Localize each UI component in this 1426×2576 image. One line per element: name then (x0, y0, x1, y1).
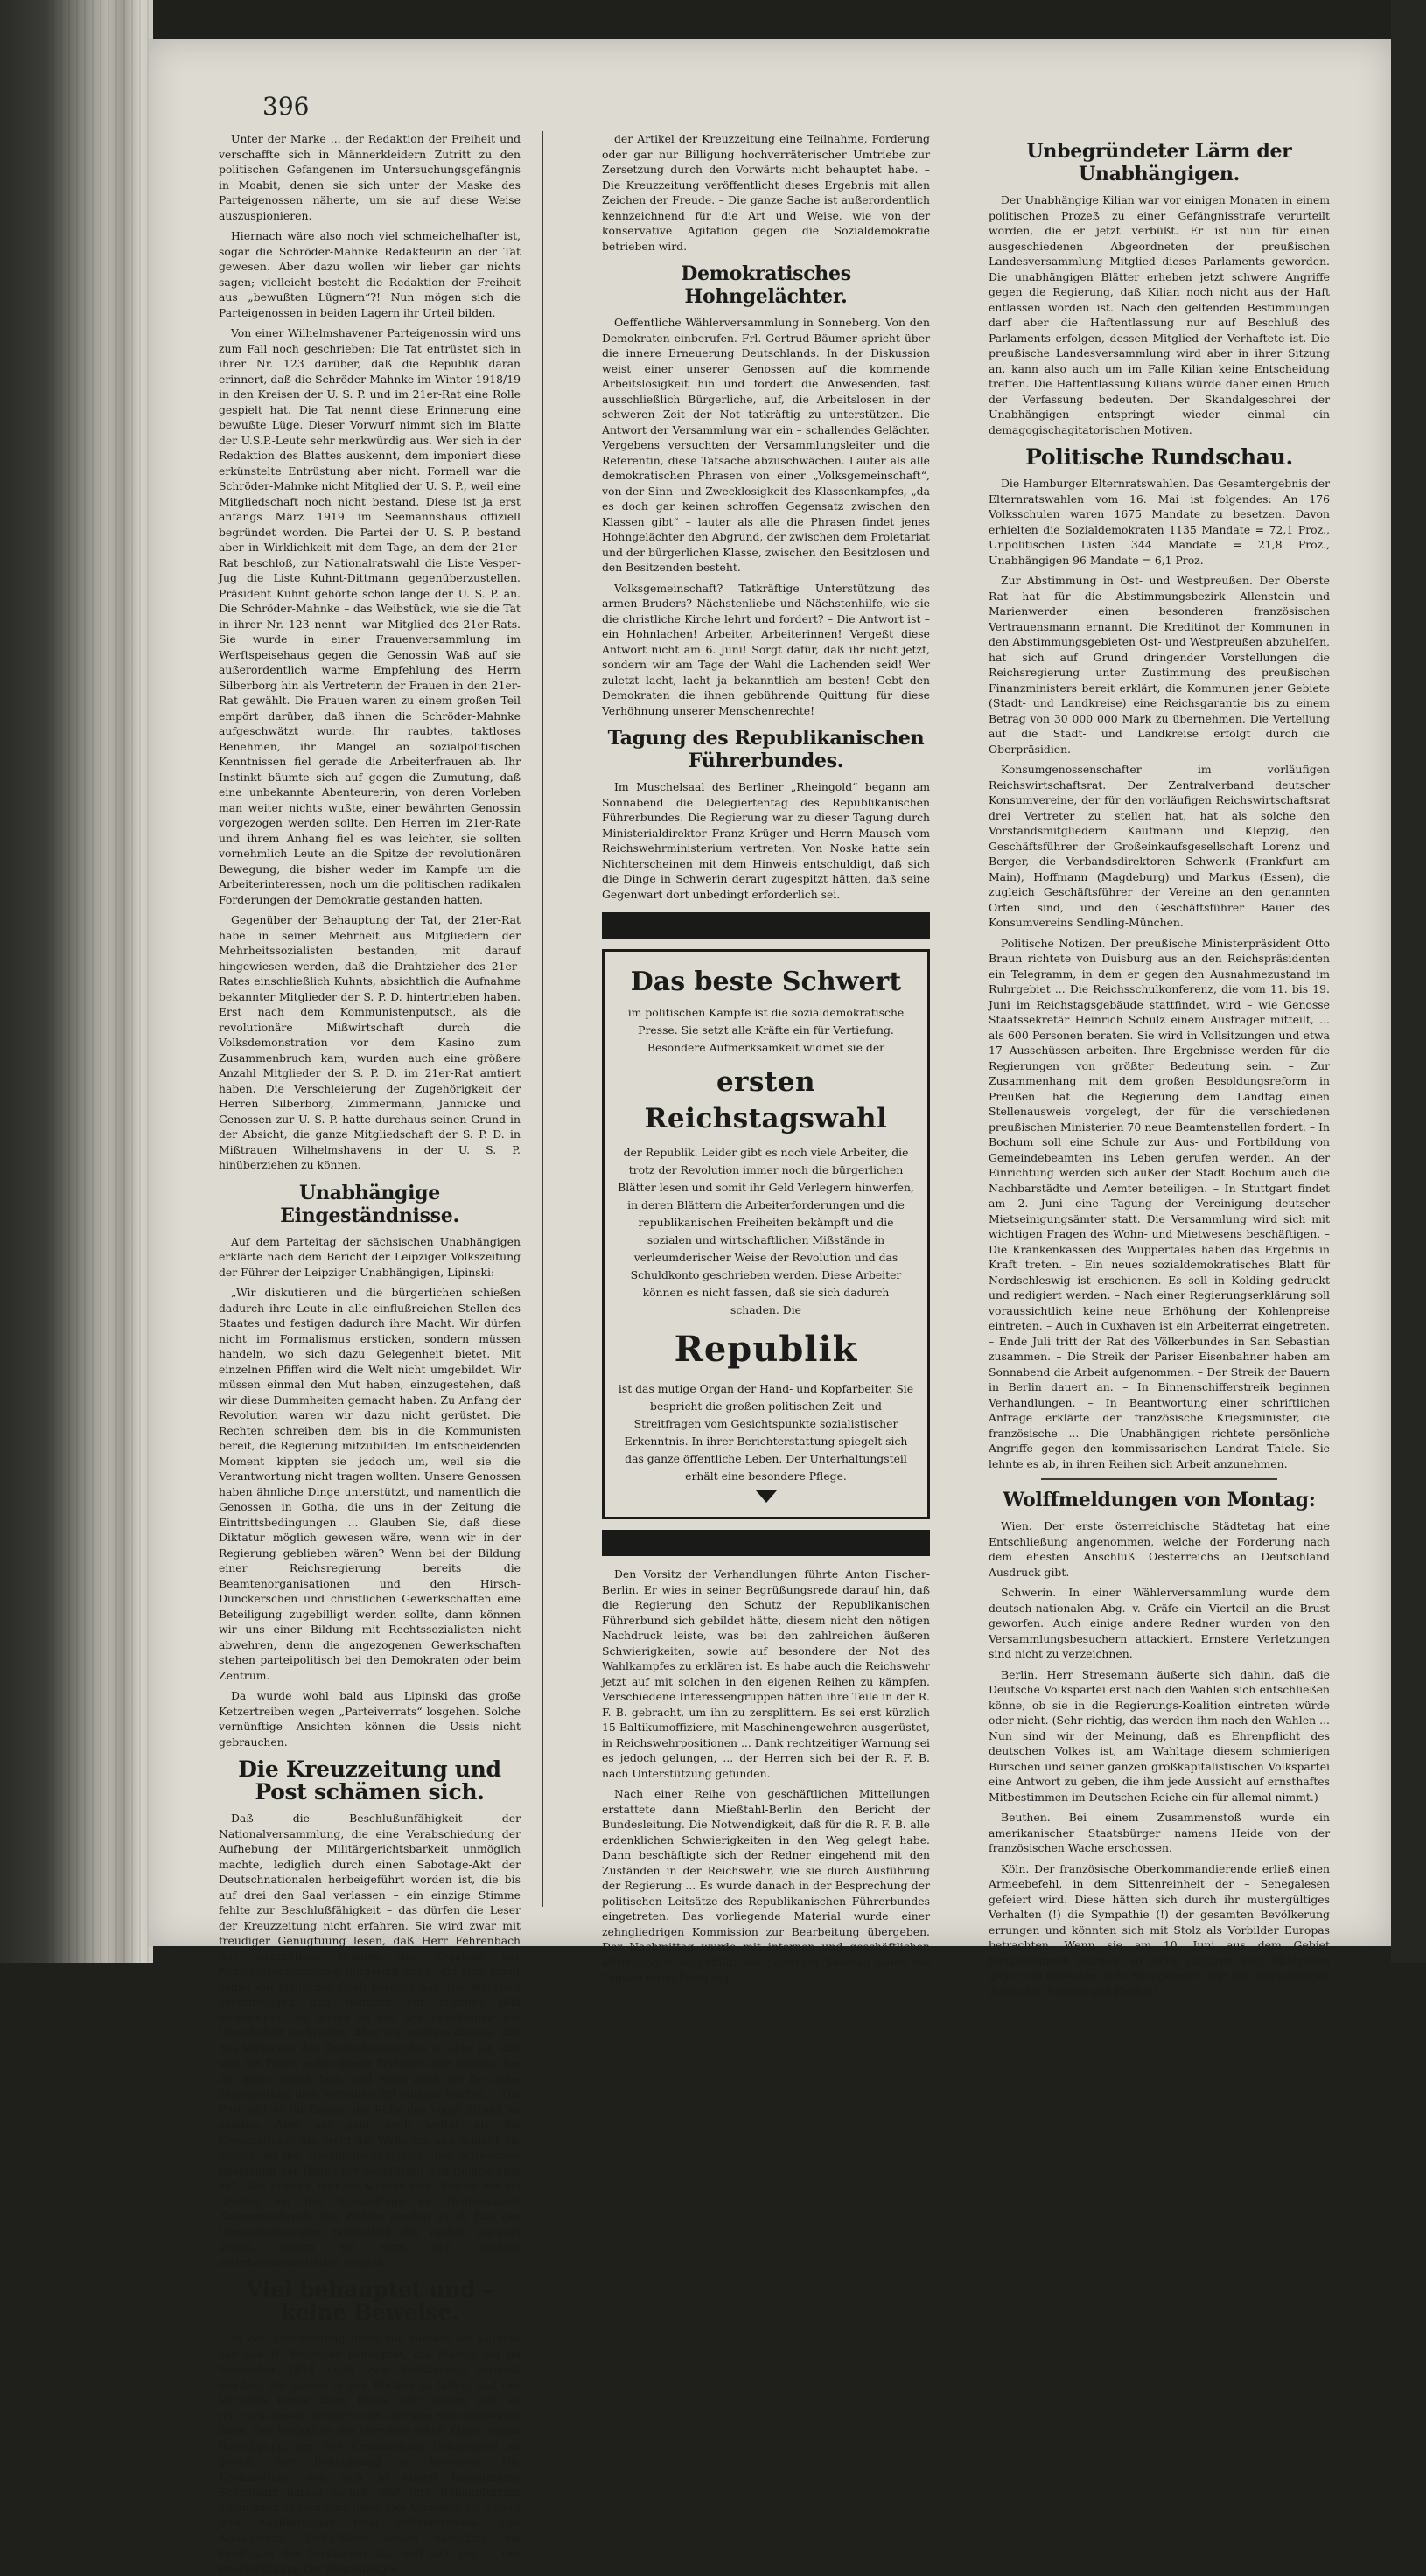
section-divider (1041, 1478, 1277, 1480)
headline-behauptet: Viel behauptet und – keine Beweise. (246, 2277, 493, 2325)
article-paragraph: Nach einer Reihe von geschäftlichen Mitteilungen erstattete dann Mießtahl-Berlin den Bericht der Bundesleitung. Die Notwendigkeit, daß für die R. F. B. alle erdenklichen Schwierigkeiten in den Weg gelegt habe. Dann beschäftigte sich der Redner eingehend mit den Zuständen in der Reichswehr, wie sie durch Ausführung der Regierung ... Es wurde danach in der Besprechung der politischen Leitsätze des Republikanischen Führerbundes eingetreten. Das vorliegende Material wurde einer zehngliedrigen Kommission zur Bearbeitung übergeben. Der Nachmittag wurde mit internen und geschäftlichen Mitteilungen ausgefüllt. Am gestrigen Sonntag nahm die Tagung ihren Fortgang. (602, 1787, 930, 1984)
headline-laerm: Unbegründeter Lärm der Unabhängigen. (1026, 140, 1292, 185)
article-paragraph: Hiernach wäre also noch viel schmeichelhafter ist, sogar die Schröder-Mahnke Redakteurin an der Tat gewesen. Aber dazu wollen wir lieber gar nichts sagen; vielleicht besteht die Redaktion der Freiheit aus „bewußten Lügnern“?! Nun mögen sich die Parteigenossen in beiden Lagern ihr Urteil bilden. (219, 229, 521, 319)
page-number: 396 (262, 92, 310, 121)
article-paragraph: Konsumgenossenschafter im vorläufigen Reichswirtschaftsrat. Der Zentralverband deutscher Konsumvereine, der für den vorläufigen Reichswirtschaftsrat drei Vertreter zu stellen hat, hat als solche den Vorstandsmitgliedern Kaufmann und Klepzig, den Geschäftsführer der Großeinkaufsgesellschaft Lorenz und Berger, die Verbandsdirektoren Schwenk (Frankfurt am Main), Hoffmann (Magdeburg) und Markus (Essen), die zugleich Geschäftsführer der Vereine an den genannten Orten sind, und den Geschäftsführer Bauer des Konsumvereins Sendling-München. (989, 763, 1330, 929)
article-paragraph: Da wurde wohl bald aus Lipinski das große Ketzertreiben wegen „Parteiverrats“ losgehen. Solche vernünftige Ansichten können die Ussis nicht gebrauchen. (219, 1689, 521, 1749)
column-right (989, 131, 1330, 1998)
article-paragraph: Auf dem Parteitag der sächsischen Unabhängigen erklärte nach dem Bericht der Leipziger Volkszeitung der Führer der Leipziger Unabhängigen, Lipinski: (219, 1234, 521, 1279)
headline-tagung: Tagung des Republikanischen Führerbundes. (607, 727, 925, 772)
headline-rundschau: Politische Rundschau. (1025, 444, 1293, 470)
article-paragraph: Die Hamburger Elternratswahlen. Das Gesamtergebnis der Elternratswahlen vom 16. Mai ist folgendes: An 176 Volksschulen waren 1675 Mandate zu besetzen. Davon erhielten die Sozialdemokraten 1135 Mandate = 72,1 Proz., Unpolitischen Listen 344 Mandate = 21,8 Proz., Unabhängigen 96 Mandate = 6,1 Proz. (989, 477, 1330, 567)
advertisement-box (602, 949, 930, 1519)
scan-background (1391, 0, 1426, 1963)
book-binding-edge (0, 0, 153, 1963)
black-band (602, 1530, 930, 1556)
headline-eingestaendnisse: Unabhängige Eingeständnisse. (280, 1181, 459, 1227)
article-paragraph: Den Vorsitz der Verhandlungen führte Anton Fischer-Berlin. Er wies in seiner Begrüßungsrede darauf hin, daß die Regierung den Schutz der Republikanischen Führerbund sich gebildet hätte, diesem nicht den nötigen Nachdruck leiste, was bei den zahlreichen äußeren Schwierigkeiten, sowie auf besondere der Not des Wahlkampfes zu erklären ist. Es habe auch die Reichswehr jetzt auf mit solchen in den eigenen Reihen zu kämpfen. Verschiedene Interessengruppen hätten ihre Teile in der R. F. B. gebracht, um ihn zu zersplittern. Es sei erst kürzlich 15 Baltikumoffiziere, mit Maschinengewehren ausgerüstet, in Reichswehrpositionen ... Dank rechtzeitiger Warnung sei es jedoch gelungen, ... der Herren sich bei der R. F. B. nach Unterstützung gefunden. (602, 1567, 930, 1780)
article-paragraph: Beuthen. Bei einem Zusammenstoß wurde ein amerikanischer Staatsbürger namens Heide von der französischen Wache erschossen. (989, 1811, 1330, 1854)
article-paragraph: Berlin. Herr Stresemann äußerte sich dahin, daß die Deutsche Volkspartei erst nach den Wahlen sich entschließen könne, ob sie in die Regierungs-Koalition eintreten würde oder nicht. (Sehr richtig, das werden ihm nach den Wahlen ... Nun sind wir der Meinung, daß es Ehrenpflicht des deutschen Volkes ist, am Wahltage diesem schmierigen Burschen und seiner ganzen großkapitalistischen Volkspartei eine Antwort zu geben, die ihm jede Aussicht auf ernsthaftes Mitbestimmen im Deutschen Reiche ein für allemal nimmt.) (989, 1667, 1330, 1804)
article-paragraph: Der Unabhängige Kilian war vor einigen Monaten in einem politischen Prozeß zu einer Gefängnisstrafe verurteilt worden, die er jetzt verbüßt. Er ist nun für einen ausgeschiedenen Abgeordneten der preußischen Landesversammlung Mitglied dieses Parlaments geworden. Die unabhängigen Blätter erheben jetzt schwere Angriffe gegen die Regierung, daß Kilian noch nicht aus der Haft entlassen worden ist. Nach den geltenden Bestimmungen darf aber die Haftentlassung nur auf Beschluß des Parlaments erfolgen, dessen Mitglied der Verhaftete ist. Die preußische Landesversammlung wird aber in ihrer Sitzung an, kann also auch um im Falle Kilian keine Entscheidung treffen. Die Haftentlassung Kilians würde daher einen Bruch der Verfassung bedeuten. Der Skandalgeschrei der Unabhängigen entspringt wieder einmal ein demagogischagitatorischen Motiven. (989, 193, 1330, 436)
article-paragraph: Volksgemeinschaft? Tatkräftige Unterstützung des armen Bruders? Nächstenliebe und Nächstenhilfe, wie sie die christliche Kirche lehrt und fordert? – Die Antwort ist – ein Hohnlachen! Arbeiter, Arbeiterinnen! Vergeßt diese Antwort nicht am 6. Juni! Sorgt dafür, daß ihr nicht jetzt, sondern wir am Tage der Wahl die Lachenden seid! Wer zuletzt lacht, lacht ja bekanntlich am besten! Gebt den Demokraten die ihnen gebührende Quittung für diese Verhöhnung unserer Menschenrechte! (602, 581, 930, 717)
article-paragraph: Daß die Beschlußunfähigkeit der Nationalversammlung, die eine Verabschiedung der Aufhebung der Militärgerichtsbarkeit unmöglich machte, lediglich durch einen Sabotage-Akt der Deutschnationalen herbeigeführt worden ist, die bis auf drei den Saal verlassen – ein einzige Stimme fehlte zur Beschlußfähigkeit – das dürfen die Leser der Kreuzzeitung nicht erfahren. Sie wird zwar mit freudiger Genugtuung lesen, daß Herr Fehrenbach mit wehmütiger Stimme das Ergebnis der Nationalversammlung mitgeteilt habe, die sich damit selbst ein klägliches Grab bereitet hat. Die Wahrheit verschwiegen und dadurch ein falsches Bild hervorrufen, ist genau so viel wie unmittelbar die Unwahrheit verbreiten. Aber wir ersehen daraus, daß das Verhalten der Deutschnationalen so sehr ist, daß sich die Partei selbst dieser Parteifreunde schämt. Sie hat allen Grund dazu, und wenn auch die Deutsche Tageszeitung dem Verhalten mit einigen Worten ... Die Post hält es für fassen, die Rolle des Vogel Strauß zu spielen. Aber sie geht noch weiter als die Kreuzzeitung. Sie dreht die Waffe um und schiebt die Schuld an der Beschlußunfähigkeit „der schwachen Besetzung der Bänke der Sozialisten und Demokraten zu“. Wir erleben hier im Kleinen das Gleiche wie im Großen bei der Schuldfrage an Deutschlands Zusammenbruch. Die Wähler werden am 6. Juni der Deutschnationalen hoffentlich die rechte Antwort geben, indem sie samt und sonders mehrheitssozialistisch wählen. (219, 1812, 521, 2269)
article-paragraph: In der Kreuzzeitung hatte vor kurzem ein Kapitän zur See B. Waldeyer behauptet, die Marine sei im November 1918 nicht vom Sozialismus zersetzt worden, der Armee in den Rücken zu fallen, und der Vorwärts kenne diese Dinge sehr genau, weil er politisch diesem lichtscheuen Getriebe nahegestanden habe. Der Redaktion des Vorwärts erhob Klage wegen Beleidigung, um der Kreuzzeitung Gelegenheit zu geben, ihre Behauptung zu beweisen. Die Kreuzzeitung zog sich in einem langatmigen Schriftsatz darauf zurück, daß ihre Behauptungen einen ganz andern Sinn habe. Der Vorwärts hat darauf ihre Ausführungen total mißverstanden. Das Amtsgericht Berlin-Mitte lehnte daraufhin die Eröffnung des Verfahrens ab, weil sich die ... der Beschuldigung der Beschuldigte ... (219, 2332, 521, 2575)
article-paragraph: Köln. Der französische Oberkommandierende erließ einen Armeebefehl, in dem Sittenreinheit der – Senegalesen gefeiert wird. Diese hätten sich durch ihr mustergültiges Verhalten (!) die Sympathie (!) der gesamten Bevölkerung errungen und könnten sich mit Stolz als Vorbilder Europas betrachten. Wenn sie am 10. Juni aus dem Gebiet fortgenommen würden, so sollte dadurch kein Mißtrauen gegen sie bedeuten. (Die Senegalesen sind die Vergewaltiger deutscher Frauen und Kinder.) (989, 1861, 1330, 1998)
triangle-marker-icon (756, 1490, 777, 1503)
article-paragraph: Von einer Wilhelmshavener Parteigenossin wird uns zum Fall noch geschrieben: Die Tat entrüstet sich in ihrer Nr. 123 darüber, daß die Republik daran erinnert, daß die Schröder-Mahnke im Winter 1918/19 in den Kreisen der U. S. P. und im 21er-Rat eine Rolle gespielt hat. Die Tat nennt diese Erinnerung eine bewußte Lüge. Dieser Vorwurf nimmt sich im Blatte der U.S.P.-Leute sehr merkwürdig aus. Wer sich in der Redaktion des Blattes auskennt, dem imponiert diese erkünstelte Entrüstung aber nicht. Formell war die Schröder-Mahnke nicht Mitglied der U. S. P., weil eine Mitgliedschaft noch nicht bestand. Diese ist ja erst anfangs März 1919 im Seemannshaus offiziell begründet worden. Die Partei der U. S. P. bestand aber in Wirklichkeit mit dem Tage, an dem der 21er-Rat beschloß, zur Nationalratswahl die Liste Vesper-Jug die Liste Kuhnt-Dittmann gegenüberzustellen. Präsident Kuhnt gehörte schon lange der U. S. P. an. Die Schröder-Mahnke – das Weibstück, wie sie die Tat in ihrer Nr. 123 nennt – war Mitglied des 21er-Rats. Sie wurde in einer Frauenversammlung im Werftspeisehaus gegen die Genossin Waß auf sie außerordentlich warme Empfehlung des Herrn Silberborg hin als Vertreterin der Frauen in den 21er-Rat gewählt. Die Frauen waren zu einem großen Teil empört darüber, daß ihnen die Schröder-Mahnke aufgeschwätzt wurde. Ihr raubtes, taktloses Benehmen, ihr Mangel an sozialpolitischen Kenntnissen fiel gerade die Arbeiterfrauen ab. Ihr Instinkt bäumte sich auf gegen die Zumutung, daß eine unbekannte Abenteurerin, von deren Vorleben man weiter nichts wußte, einer bewährten Genossin vorgezogen werden sollte. Den Herren im 21er-Rate und ihrem Anhang fiel es was leichter, sie sollten vornehmlich Leute an die Spitze der revolutionären Bewegung, die bisher weder im Kampfe um die Arbeiterinteressen, noch um die politischen radikalen Forderungen der Demokratie gestanden hatten. (219, 326, 521, 906)
headline-hohngelaechter: Demokratisches Hohngelächter. (681, 262, 851, 308)
article-paragraph: Politische Notizen. Der preußische Ministerpräsident Otto Braun richtete von Duisburg aus an den Reichspräsidenten ein Telegramm, in dem er gegen den Ausnahmezustand im Ruhrgebiet ... Die Reichsschulkonferenz, die vom 11. bis 19. Juni im Reichstagsgebäude stattfindet, wird – wie Genosse Staatssekretär Heinrich Schulz einem Ausfrager mitteilt, ... als 600 Personen beraten. Sie wird in Vollsitzungen und etwa 17 Ausschüssen arbeiten. Ihre Ergebnisse werden für die Regierungen von größter Bedeutung sein. – Zur Zusammenhang mit dem großen Besoldungsreform in Preußen hat die Regierung dem Landtag einen Stellenausweis vorgelegt, der für die verschiedenen preußischen Ministerien 70 neue Beamtenstellen fordert. – In Bochum soll eine Schule zur Aus- und Fortbildung von Gemeindebeamten ins Leben gerufen werden. An der Einrichtung werden sich außer der Stadt Bochum auch die Nachbarstädte und Aemter beteiligen. – In Stuttgart findet am 2. Juni eine Tagung der Vereinigung deutscher Mietseinigungsämter statt. Die Versammlung wird sich mit wichtigen Fragen des Wohn- und Mietwesens beschäftigen. – Die Krankenkassen des Wuppertales haben das Ergebnis in Kraft treten. – Ein neues sozialdemokratisches Blatt für Nordschleswig ist erschienen. Es soll in Kolding gedruckt und redigiert werden. – Nach einer Regierungserklärung soll voraussichtlich keine neue Erhöhung der Kohlenpreise eintreten. – Auch in Cuxhaven ist ein Arbeiterrat eingetreten. – Ende Juli tritt der Rat des Völkerbundes in San Sebastian zusammen. – Die Streik der Pariser Eisenbahner haben am Sonnabend die Arbeit aufgenommen. – Der Streik der Bauern in Berlin dauert an. – In Binnenschifferstreik beginnen Verhandlungen. – In Beantwortung einer schriftlichen Anfrage erklärte der französische Kriegsminister, die französische ... Die Unabhängigen richtete persönliche Angriffe gegen den kommissarischen Landrat Thiele. Sie lehnte es ab, in ihren Reihen sich Arbeit anzunehmen. (989, 936, 1330, 1470)
ad-headline: Das beste Schwert (630, 967, 902, 997)
article-paragraph: Unter der Marke ... der Redaktion der Freiheit und verschaffte sich in Männerkleidern Zutritt zu den politischen Gefangenen im Untersuchungsgefängnis in Moabit, denen sie sich unter der Maske des Parteigenossen näherte, um sie auf diese Weise auszuspionieren. (219, 132, 521, 222)
article-paragraph: Schwerin. In einer Wählerversammlung wurde dem deutsch-nationalen Abg. v. Gräfe ein Vierteil an die Brust geworfen. Auch einige andere Redner wurden von den Versammlungsbesuchern attackiert. Ernstere Verletzungen sind nicht zu verzeichnen. (989, 1586, 1330, 1660)
column-middle (602, 131, 930, 1984)
article-paragraph: Wien. Der erste österreichische Städtetag hat eine Entschließung angenommen, welche der Forderung nach dem ehesten Anschluß Oesterreichs an Deutschland Ausdruck gibt. (989, 1519, 1330, 1579)
article-paragraph: Zur Abstimmung in Ost- und Westpreußen. Der Oberste Rat hat für die Abstimmungsbezirk Allenstein und Marienwerder einen besonderen französischen Vertrauensmann ernannt. Die Kreditinot der Kommunen in den Abstimmungsgebieten Ost- und Westpreußen abzuhelfen, hat sich auf Grund dringender Vorstellungen die Reichsregierung unter Zustimmung des preußischen Finanzministers bereit erklärt, die Kommunen jener Gebiete (Stadt- und Landkreise) eine Reichsgarantie bis zu einem Betrag von 30 000 000 Mark zu übernehmen. Die Verteilung auf die Stadt- und Landkreise erfolgt durch die Oberpräsidien. (989, 574, 1330, 756)
black-band (602, 912, 930, 939)
column-rule (542, 131, 543, 1907)
article-paragraph: Oeffentliche Wählerversammlung in Sonneberg. Von den Demokraten einberufen. Frl. Gertrud Bäumer spricht über die innere Erneuerung Deutschlands. In der Diskussion weist einer unserer Genossen auf die kommende Arbeitslosigkeit hin und fordert die Anwesenden, fast ausschließlich Bürgerliche, auf, die Arbeitslosen in der schweren Zeit der Not tatkräftig zu unterstützen. Die Antwort der Versammlung war ein – schallendes Gelächter. Vergebens versuchten der Versammlungsleiter und die Referentin, diese Tatsache abzuschwächen. Lauter als alle demokratischen Phrasen von einer „Volksgemeinschaft“, von der Sinn- und Zwecklosigkeit des Klassenkampfes, „da es doch gar keinen schroffen Gegensatz zwischen den Klassen gibt“ – lauter als alle die Phrasen findet jenes Hohngelächter den Abgrund, der zwischen dem Proletariat und der bürgerlichen Klasse, zwischen den Besitzlosen und den Besitzenden besteht. (602, 316, 930, 574)
column-left (219, 131, 521, 2575)
article-paragraph: Im Muschelsaal des Berliner „Rheingold“ begann am Sonnabend die Delegiertentag des Republikanischen Führerbundes. Die Regierung war zu dieser Tagung durch Ministerialdirektor Franz Krüger und Herrn Mausch vom Reichswehrministerium vertreten. Von Noske hatte sein Nichterscheinen mit dem Hinweis entschuldigt, daß sich die Dinge in Schwerin derart zugespitzt hätten, daß seine Gegenwart dort unbedingt erforderlich sei. (602, 780, 930, 901)
article-paragraph: „Wir diskutieren und die bürgerlichen schießen dadurch ihre Leute in alle einflußreichen Stellen des Staates und festigen dadurch ihre Macht. Wir dürfen nicht im Formalismus ersticken, sondern müssen handeln, wo sich dazu Gelegenheit bietet. Mit einzelnen Pfiffen wird die Welt nicht umgebildet. Wir müssen einmal den Mut haben, einzugestehen, daß wir diese Dummheiten gemacht haben. Zu Anfang der Revolution waren wir dazu nicht gerüstet. Die Rechten schreiben dem bis in die Kommunisten bereit, die Regierung mitzubilden. Im entscheidenden Moment kippten sie jedoch um, weil sie die Verantwortung nicht tragen wollten. Unsere Genossen haben ähnliche Dinge unterstützt, und namentlich die Genossen in Gotha, die uns in der Zeitung die Eintrittsbedingungen ... Glauben Sie, daß diese Diktatur möglich gewesen wäre, wenn wir in der Regierung geblieben wären? Wenn bei der Bildung einer Reichsregierung bereits die Beamtenorganisationen und den Hirsch-Dunckerschen und christlichen Gewerkschaften eine Beteiligung zugebilligt werden sollte, dann können wir uns einer Bildung mit Rechtssozialisten nicht abwehren, denn die angezogenen Gewerkschaften stehen parteipolitisch bei den Demokraten oder beim Zentrum. (219, 1286, 521, 1682)
ad-paper-name: Republik (674, 1329, 858, 1370)
article-paragraph: Gegenüber der Behauptung der Tat, der 21er-Rat habe in seiner Mehrheit aus Mitgliedern der Mehrheitssozialisten bestanden, mit darauf hingewiesen werden, daß die Drahtzieher des 21er-Rates einschließlich Kuhnts, absichtlich die Aufnahme bekannter Mitglieder der S. P. D. hintertrieben haben. Erst nach dem Kommunistenputsch, als die revolutionäre Mißwirtschaft durch die Volksdemonstration vor dem Kasino zum Zusammenbruch kam, wurden auch eine größere Anzahl Mitglieder der S. P. D. im 21er-Rat amtiert haben. Die Verschleierung der Zugehörigkeit der Herren Silberborg, Zimmermann, Jannicke und Genossen zur U. S. P. hatte durchaus seinen Grund in der Absicht, die ganze Mitgliedschaft der S. P. D. in Mißtrauen Wilhelmshavens in der U. S. P. hinüberziehen zu können. (219, 913, 521, 1171)
ad-text: ist das mutige Organ der Hand- und Kopfarbeiter. Sie bespricht die großen politischen Zeit- und Streitfragen vom Gesichtspunkte sozialistischer Erkenntnis. In ihrer Berichterstattung spiegelt sich das ganze öffentliche Leben. Der Unterhaltungsteil erhält eine besondere Pflege. (618, 1382, 914, 1483)
ad-text: im politischen Kampfe ist die sozialdemokratische Presse. Sie setzt alle Kräfte ein für Vertiefung. Besondere Aufmerksamkeit widmet sie der (627, 1006, 905, 1054)
headline-kreuzzeitung: Die Kreuzzeitung und Post schämen sich. (238, 1756, 501, 1805)
ad-big-text: ersten Reichstagswahl (644, 1066, 888, 1134)
headline-wolff: Wolffmeldungen von Montag: (1003, 1489, 1316, 1511)
article-paragraph: der Artikel der Kreuzzeitung eine Teilnahme, Forderung oder gar nur Billigung hochverräterischer Umtriebe zur Zersetzung durch den Vorwärts nicht behauptet habe. – Die Kreuzzeitung veröffentlicht dieses Ergebnis mit allen Zeichen der Freude. – Die ganze Sache ist außerordentlich kennzeichnend für die Art und Weise, wie von der konservative Agitation gegen die Sozialdemokratie betrieben wird. (602, 132, 930, 253)
ad-text: der Republik. Leider gibt es noch viele Arbeiter, die trotz der Revolution immer noch die bürgerlichen Blätter lesen und somit ihr Geld Verlegern hinwerfen, in deren Blättern die Arbeiterforderungen und die republikanischen Freiheiten bekämpft und die sozialen und wirtschaftlichen Mißstände in verleumderischer Weise der Revolution und das Schuldkonto geschrieben werden. Diese Arbeiter können es nicht fassen, daß sie sich dadurch schaden. Die (618, 1146, 914, 1316)
newspaper-page (149, 39, 1391, 2575)
